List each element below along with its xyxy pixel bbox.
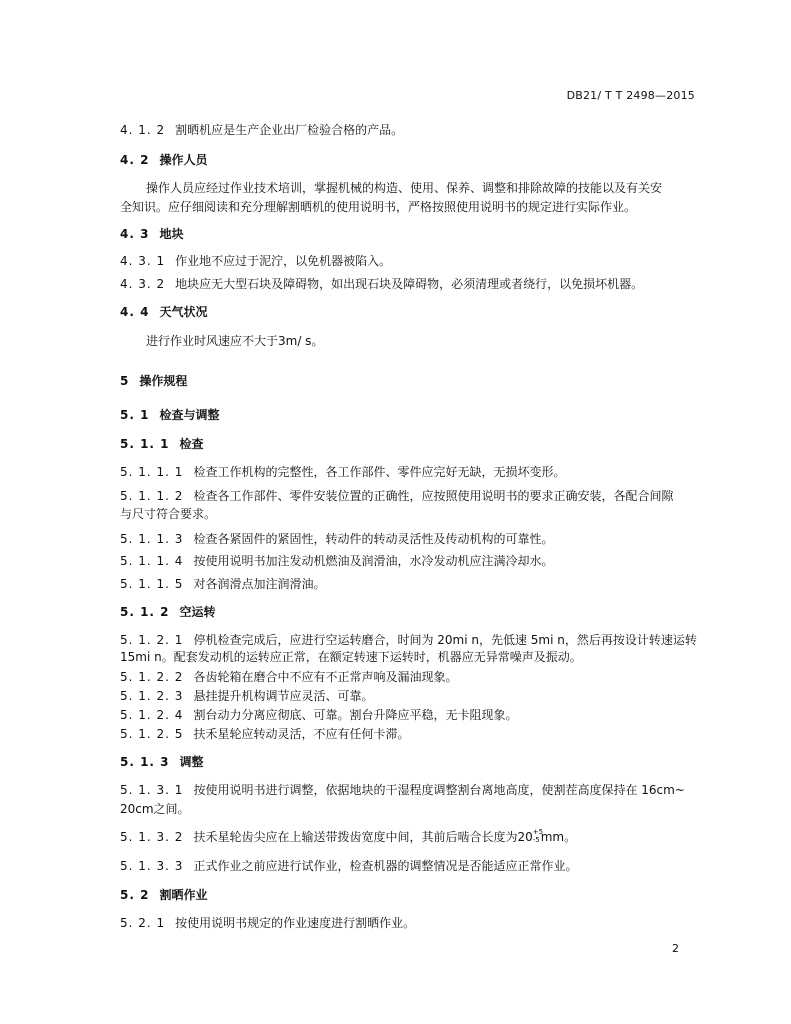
clause-5-1-2-2: 5. 1. 2. 2 各齿轮箱在磨合中不应有不正常声响及漏油现象。: [120, 670, 458, 684]
clause-4-1-2: 4. 1. 2 割晒机应是生产企业出厂检验合格的产品。: [120, 123, 404, 137]
clause-5-1-2-1: 5. 1. 2. 1 停机检查完成后，应进行空运转磨合，时间为 20mi n，先低速 5mi n，然后再按设计转速运转: [120, 633, 697, 647]
clause-4-3-1: 4. 3. 1 作业地不应过于泥泞，以免机器被陷入。: [120, 254, 392, 268]
clause-5-1-2-4: 5. 1. 2. 4 割台动力分离应彻底、可靠。割台升降应平稳，无卡阻现象。: [120, 708, 518, 722]
clause-5-1-1-4: 5. 1. 1. 4 按使用说明书加注发动机燃油及润滑油，水冷发动机应注满冷却水。: [120, 554, 554, 568]
paragraph-line: 进行作业时风速应不大于3m/ s。: [146, 334, 324, 348]
paragraph-line: 全知识。应仔细阅读和充分理解割晒机的使用说明书，严格按照使用说明书的规定进行实际作业。: [120, 200, 637, 214]
clause-5-1-3-3: 5. 1. 3. 3 正式作业之前应进行试作业，检查机器的调整情况是否能适应正常作业。: [120, 859, 578, 873]
clause-5-1-1-3: 5. 1. 1. 3 检查各紧固件的紧固性，转动件的转动灵活性及传动机构的可靠性。: [120, 532, 554, 546]
paragraph-line: 操作人员应经过作业技术培训，掌握机械的构造、使用、保养、调整和排除故障的技能以及有关安: [146, 181, 663, 195]
heading-4-4: 4. 4 天气状况: [120, 305, 208, 319]
clause-5-2-1: 5. 2. 1 按使用说明书规定的作业速度进行割晒作业。: [120, 916, 416, 930]
tolerance-mark: +5 -5: [532, 827, 544, 844]
paragraph-line: 15mi n。配套发动机的运转应正常，在额定转速下运转时，机器应无异常噪声及振动。: [120, 650, 582, 664]
standard-code: DB21/ T T 2498—2015: [566, 89, 695, 102]
paragraph-line: 20cm之间。: [120, 802, 190, 816]
clause-5-1-3-1: 5. 1. 3. 1 按使用说明书进行调整，依据地块的干湿程度调整割台离地高度，使割茬高度保持在 16cm~: [120, 783, 685, 797]
heading-4-3: 4. 3 地块: [120, 227, 184, 241]
clause-4-3-2: 4. 3. 2 地块应无大型石块及障碍物，如出现石块及障碍物，必须清理或者绕行，以免损坏机器。: [120, 277, 644, 291]
heading-5-1: 5. 1 检查与调整: [120, 408, 220, 422]
clause-5-1-3-2: 5. 1. 3. 2 扶禾星轮齿尖应在上输送带拨齿宽度中间，其前后啮合长度为20 +5 -5 mm。: [120, 827, 577, 844]
page-number: 2: [672, 942, 679, 955]
heading-5-1-3: 5. 1. 3 调整: [120, 755, 204, 769]
heading-4-2: 4. 2 操作人员: [120, 153, 208, 167]
clause-5-1-1-5: 5. 1. 1. 5 对各润滑点加注润滑油。: [120, 577, 326, 591]
heading-5-1-1: 5. 1. 1 检查: [120, 437, 204, 451]
heading-5: 5 操作规程: [120, 374, 188, 388]
clause-5-1-1-2: 5. 1. 1. 2 检查各工作部件、零件安装位置的正确性，应按照使用说明书的要求正确安装，各配合间隙: [120, 489, 674, 503]
clause-5-1-1-1: 5. 1. 1. 1 检查工作机构的完整性，各工作部件、零件应完好无缺，无损坏变形。: [120, 465, 566, 479]
paragraph-line: 与尺寸符合要求。: [120, 507, 217, 521]
clause-5-1-2-5: 5. 1. 2. 5 扶禾星轮应转动灵活，不应有任何卡滞。: [120, 727, 410, 741]
heading-5-2: 5. 2 割晒作业: [120, 888, 208, 902]
clause-5-1-2-3: 5. 1. 2. 3 悬挂提升机构调节应灵活、可靠。: [120, 689, 374, 703]
heading-5-1-2: 5. 1. 2 空运转: [120, 605, 216, 619]
